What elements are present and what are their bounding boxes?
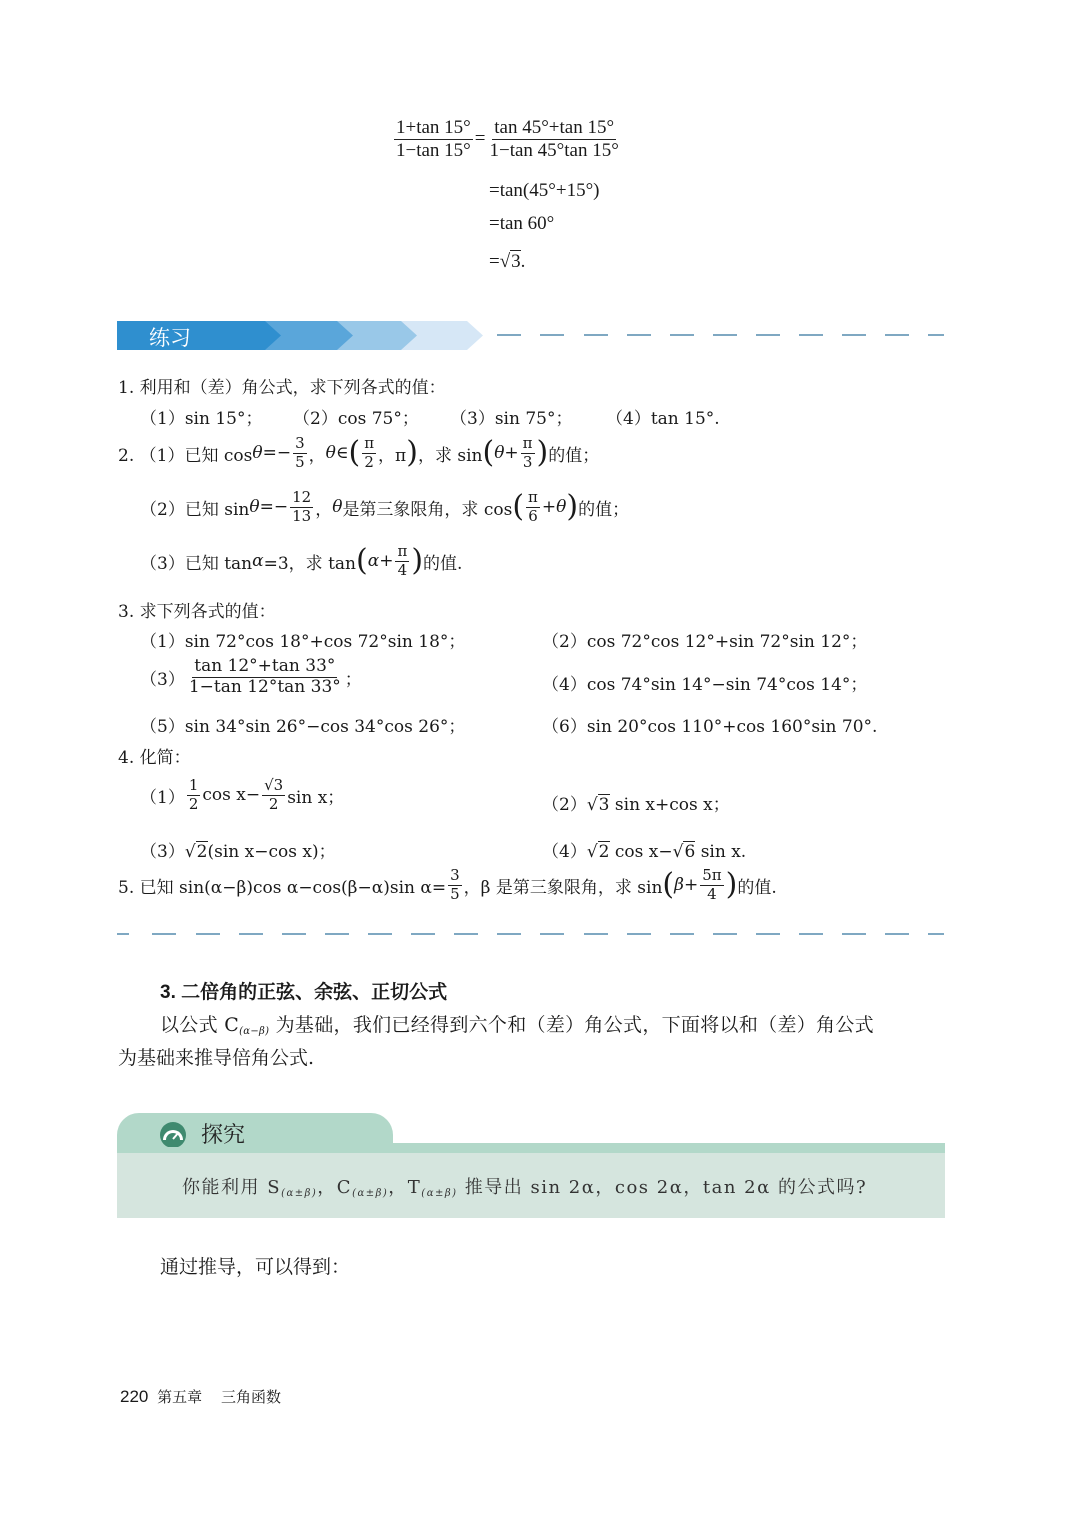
explore-question: 你能利用 $S_{(\alpha\pm\beta)}$，$C_{(\alpha\pm\beta)}$，$T_{(\alpha\pm\beta)}$ 推导出 sin 2α，cos 2α，tan 2α 的公式吗? [182, 1177, 868, 1199]
section-heading: 3. 二倍角的正弦、余弦、正切公式 [160, 982, 448, 1003]
section-paragraph-line2: 为基础来推导倍角公式. [118, 1047, 315, 1069]
q2-part-2: （2）已知 sin θ =− $\frac{12}{13}$ ， θ 是第三象限角，求 cos ( $\frac{\pi}{6}$ + θ ) 的值； [140, 488, 630, 525]
derivation-step-4: =√3. [489, 251, 526, 272]
page-number: 220 [120, 1387, 149, 1406]
derivation-step-2: =tan(45°+15°) [489, 180, 600, 201]
q4-item-2: （2）√3 sin x+cos x； [542, 795, 730, 815]
section-paragraph-line1: 以公式 $C_{(\alpha-\beta)}$ 为基础，我们已经得到六个和（差）角公式，下面将以和（差）角公式 [160, 1014, 874, 1037]
q1-item-3: （3）sin 75°； [450, 409, 573, 429]
example-derivation: $\frac{1+\tan 15^\circ}{1-\tan 15^\circ}$ = $\frac{\tan 45^\circ+\tan 15^\circ}{1-\tan 45^\circ\tan 15^\circ}$ [396, 117, 619, 161]
exercise-title: 练习 [149, 327, 191, 350]
q4-item-1: （1） $\frac{1}{2}$ cos x− $\frac{√3}{2}$ sin x； [140, 776, 345, 813]
q4-item-3: （3）√2(sin x−cos x)； [140, 842, 336, 862]
exercise-banner [117, 321, 487, 350]
derive-text: 通过推导，可以得到： [160, 1256, 351, 1278]
rhs-fraction: $\frac{\tan 45^\circ+\tan 15^\circ}{1-\tan 45^\circ\tan 15^\circ}$ [489, 117, 619, 161]
q3-item-1: （1）sin 72°cos 18°+cos 72°sin 18°； [140, 632, 466, 652]
q5: 5. 已知 sin(α−β)cos α−cos(β−α)sin α= $\frac{3}{5}$ ，β 是第三象限角，求 sin ( β+ $\frac{5\pi}{4}$ ) 的值. [118, 866, 777, 903]
q4-stem: 4. 化简： [118, 748, 191, 768]
chapter-title: 三角函数 [220, 1388, 281, 1406]
q1-item-4: （4）tan 15°. [606, 409, 720, 429]
q3-item-6: （6）sin 20°cos 110°+cos 160°sin 70°. [542, 717, 878, 737]
derivation-step-3: =tan 60° [489, 213, 555, 234]
q3-stem: 3. 求下列各式的值： [118, 602, 276, 622]
gauge-icon [158, 1121, 188, 1147]
q1-stem: 1. 利用和（差）角公式，求下列各式的值： [118, 378, 446, 398]
q3-item-3: （3） $\frac{\tan 12^\circ+\tan 33^\circ}{1-\tan 12^\circ\tan 33^\circ}$ ； [140, 656, 362, 697]
page-footer [120, 1386, 281, 1407]
q4-item-4: （4）√2 cos x−√6 sin x. [542, 842, 747, 862]
q3-item-5: （5）sin 34°sin 26°−cos 34°cos 26°； [140, 717, 466, 737]
q1-item-1: （1）sin 15°； [140, 409, 263, 429]
q2-part-3: （3）已知 tan α =3，求 tan ( α + $\frac{\pi}{4}$ ) 的值. [140, 542, 463, 579]
explore-box [117, 1113, 945, 1218]
lhs-fraction: $\frac{1+\tan 15^\circ}{1-\tan 15^\circ}$ [396, 117, 471, 161]
q1-item-2: （2）cos 75°； [293, 409, 419, 429]
chapter-number: 第五章 [157, 1388, 203, 1406]
q2-part-1: 2. （1）已知 cos θ =− $\frac{3}{5}$ ， θ ∈ ( $\frac{\pi}{2}$ ，π ) ，求 sin ( θ+ $\frac{\pi}{3}$ ) 的值； [118, 434, 600, 471]
explore-title: 探究 [201, 1122, 246, 1147]
q3-item-4: （4）cos 74°sin 14°−sin 74°cos 14°； [542, 675, 868, 695]
q3-item-2: （2）cos 72°cos 12°+sin 72°sin 12°； [542, 632, 868, 652]
